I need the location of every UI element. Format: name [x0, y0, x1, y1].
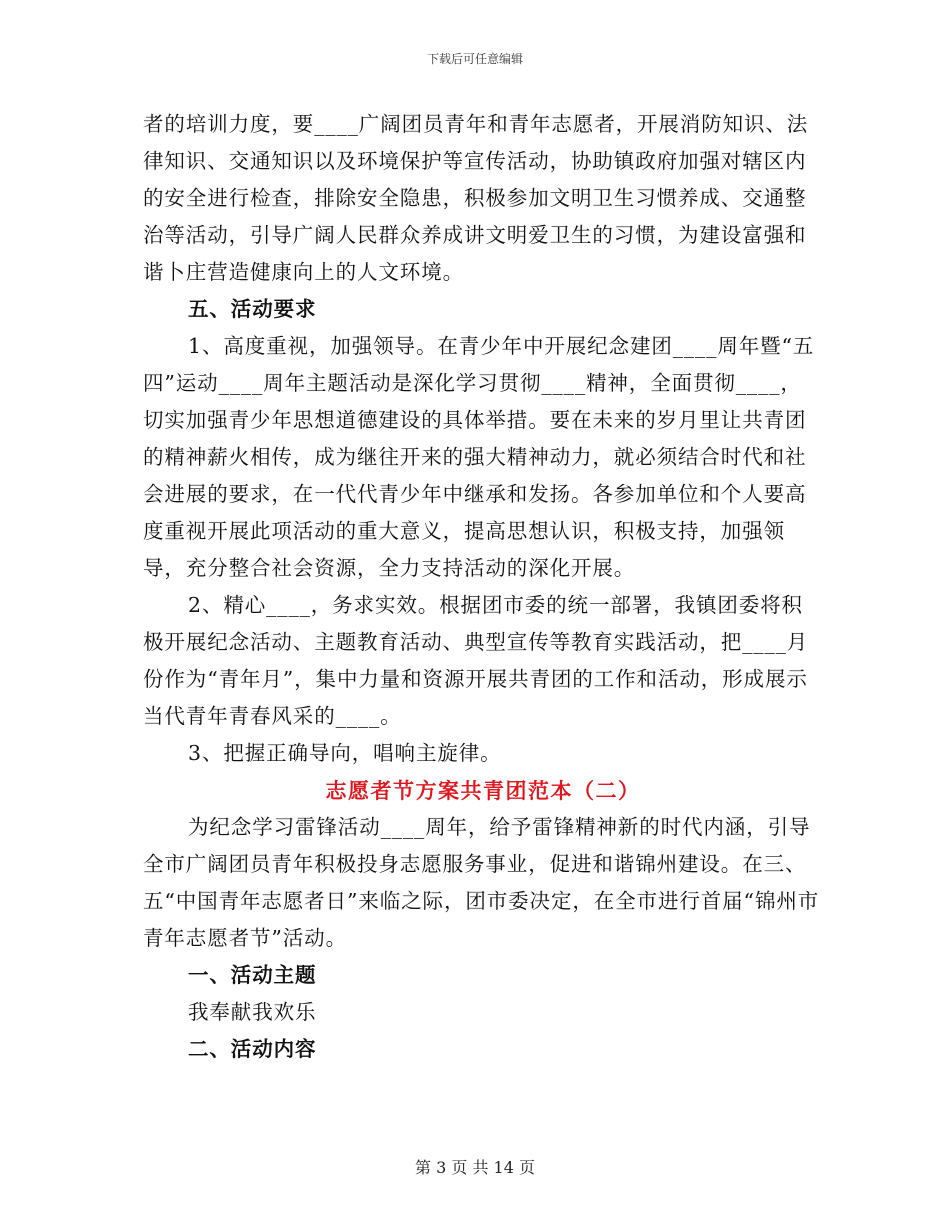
- paragraph: 3、把握正确导向，唱响主旋律。: [188, 741, 502, 765]
- section-heading: 二、活动内容: [188, 1037, 317, 1061]
- document-title: 志愿者节方案共青团范本（二）: [325, 778, 641, 803]
- paragraph: 2、精心____，务求实效。根据团市委的统一部署，我镇团委将积极开展纪念活动、主题教育活动、典型宣传等教育实践活动，把____月份作为“青年月”，集中力量和资源开展共青团的工作和活动，形成展示当代青年青春风采的____。: [143, 593, 809, 728]
- paragraph: 为纪念学习雷锋活动____周年，给予雷锋精神新的时代内涵，引导全市广阔团员青年积极投身志愿服务事业，促进和谐锦州建设。在三、五“中国青年志愿者日”来临之际，团市委决定，在全市进行首届“锦州市青年志愿者节”活动。: [143, 815, 820, 950]
- paragraph: 者的培训力度，要____广阔团员青年和青年志愿者，开展消防知识、法律知识、交通知识以及环境保护等宣传活动，协助镇政府加强对辖区内的安全进行检查，排除安全隐患，积极参加文明卫生习惯养成、交通整治等活动，引导广阔人民群众养成讲文明爱卫生的习惯，为建设富强和谐卜庄营造健康向上的人文环境。: [143, 112, 809, 284]
- section-heading: 一、活动主题: [188, 963, 317, 987]
- page-header: 下载后可任意编辑: [426, 52, 523, 66]
- paragraph: 1、高度重视，加强领导。在青少年中开展纪念建团____周年暨“五四”运动____周年主题活动是深化学习贯彻____精神，全面贯彻____，切实加强青少年思想道德建设的具体举措。要在未来的岁月里让共青团的精神薪火相传，成为继往开来的强大精神动力，就必须结合时代和社会进展的要求，在一代代青少年中继承和发扬。各参加单位和个人要高度重视开展此项活动的重大意义，提高思想认识，积极支持，加强领导，充分整合社会资源，全力支持活动的深化开展。: [143, 334, 815, 580]
- page-footer: 第 3 页 共 14 页: [415, 1158, 535, 1177]
- section-heading: 五、活动要求: [188, 297, 317, 321]
- paragraph: 我奉献我欢乐: [188, 1000, 317, 1024]
- document-body: [143, 106, 823, 1068]
